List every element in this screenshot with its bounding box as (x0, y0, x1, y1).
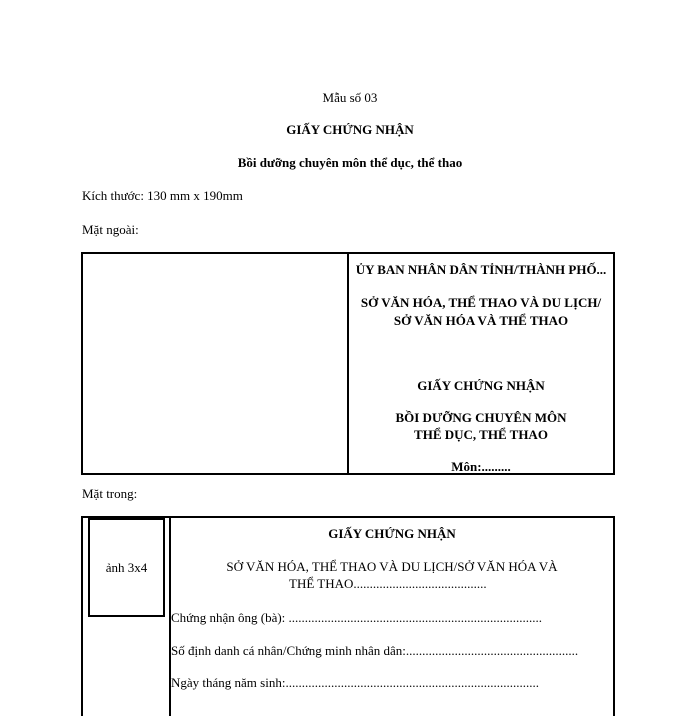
outer-cover-box (81, 252, 615, 475)
document-subtitle: Bồi dưỡng chuyên môn thể dục, thể thao (237, 155, 463, 170)
cover-title: GIẤY CHỨNG NHẬN (417, 378, 545, 393)
size-label: Kích thước: 130 mm x 190mm (82, 188, 243, 203)
subject-line: Môn:......... (451, 459, 511, 474)
cover-subtitle-1: BỒI DƯỠNG CHUYÊN MÔN (395, 410, 567, 425)
department-line-2: SỞ VĂN HÓA VÀ THỂ THAO (393, 313, 569, 328)
committee-line: ỦY BAN NHÂN DÂN TỈNH/THÀNH PHỐ... (355, 262, 607, 277)
cover-subtitle-2: THỂ DỤC, THỂ THAO (414, 427, 548, 442)
department-line-1: SỞ VĂN HÓA, THỂ THAO VÀ DU LỊCH/ (360, 295, 602, 310)
inner-title: GIẤY CHỨNG NHẬN (328, 526, 456, 541)
inner-department-line-2: THỂ THAO......................................... (289, 576, 487, 591)
form-number: Mẫu số 03 (322, 90, 378, 105)
inner-left-panel (83, 518, 171, 716)
inner-right-panel (171, 518, 613, 716)
outer-right-panel (349, 254, 613, 473)
outer-left-panel (83, 254, 349, 473)
photo-placeholder (88, 518, 165, 617)
outer-side-label: Mặt ngoài: (82, 222, 139, 237)
inner-page-box (81, 516, 615, 716)
inner-side-label: Mặt trong: (82, 486, 138, 501)
document-title: GIẤY CHỨNG NHẬN (286, 122, 414, 137)
holder-name-field: Chứng nhận ông (bà): .............................................................................. (171, 610, 543, 625)
id-number-field: Số định danh cá nhân/Chứng minh nhân dân:..................................................... (171, 643, 579, 658)
photo-label: ảnh 3x4 (105, 559, 148, 575)
birth-date-field: Ngày tháng năm sinh:.............................................................................. (171, 675, 539, 690)
inner-department-line-1: SỞ VĂN HÓA, THỂ THAO VÀ DU LỊCH/SỞ VĂN HÓA VÀ (226, 559, 558, 574)
